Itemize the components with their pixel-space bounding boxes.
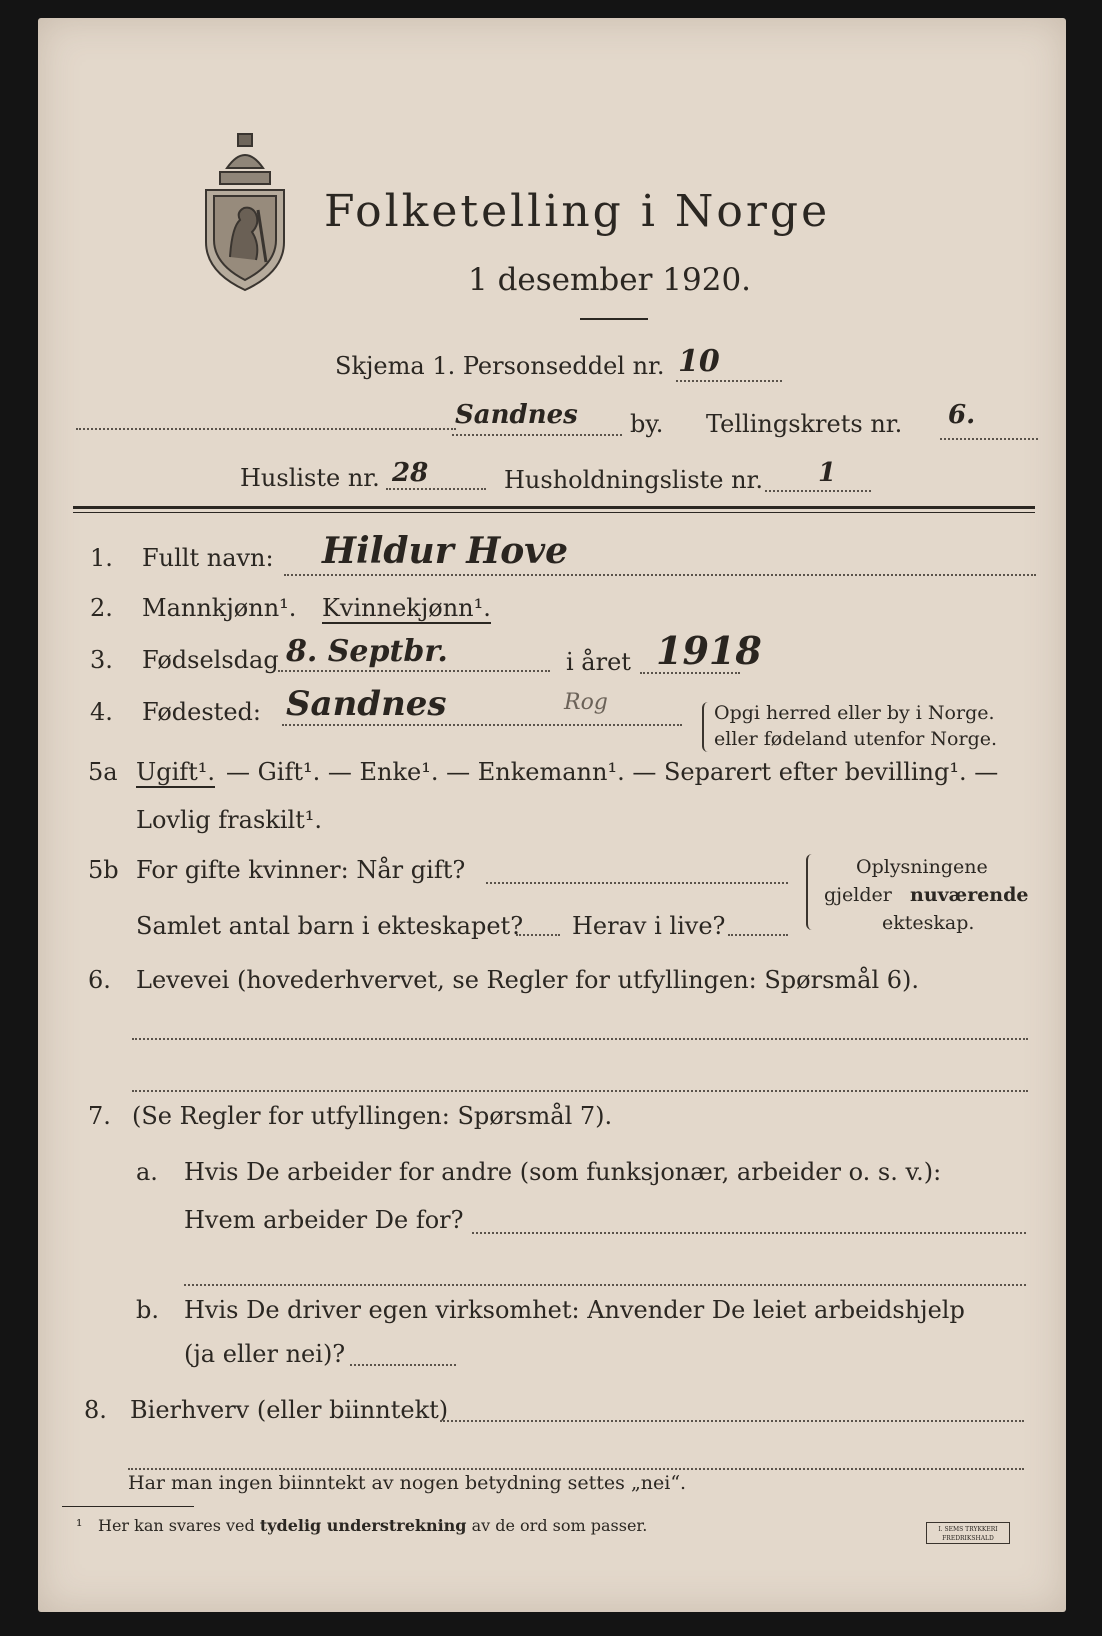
occupation-line-1 bbox=[132, 1038, 1028, 1040]
footnote-text-b: tydelig understrekning bbox=[259, 1516, 467, 1535]
q7-number: 7. bbox=[88, 1102, 111, 1130]
q2-number: 2. bbox=[90, 594, 113, 622]
husliste-label: Husliste nr. bbox=[240, 464, 380, 492]
printer-line-1: I. SEMS TRYKKERI bbox=[938, 1526, 998, 1533]
full-name-line bbox=[284, 574, 1036, 576]
title-divider bbox=[580, 318, 648, 320]
birthplace-extra: Rog bbox=[564, 690, 608, 715]
q6-number: 6. bbox=[88, 966, 111, 994]
children-count-label: Samlet antal barn i ekteskapet? bbox=[136, 912, 524, 940]
birth-year-line bbox=[640, 672, 740, 674]
marriage-note-3: ekteskap. bbox=[882, 912, 975, 934]
tellingskrets-label: Tellingskrets nr. bbox=[706, 410, 903, 438]
children-alive-label: Herav i live? bbox=[572, 912, 726, 940]
hired-help-label: (ja eller nei)? bbox=[184, 1340, 346, 1368]
birthplace-line bbox=[282, 724, 682, 726]
birthplace-note-2: eller fødeland utenfor Norge. bbox=[714, 728, 998, 750]
hired-help-line bbox=[350, 1364, 456, 1366]
q7b-letter: b. bbox=[136, 1296, 159, 1324]
married-when-label: For gifte kvinner: Når gift? bbox=[136, 856, 466, 884]
birthplace-note-1: Opgi herred eller by i Norge. bbox=[714, 702, 995, 724]
side-income-line-2 bbox=[128, 1468, 1024, 1470]
children-alive-line bbox=[728, 934, 788, 936]
city-line-left bbox=[76, 428, 456, 430]
q4-label: Fødested: bbox=[142, 698, 261, 726]
marital-fraskilt-option: Lovlig fraskilt¹. bbox=[136, 806, 323, 834]
footnote-text bbox=[98, 1516, 647, 1535]
census-date: 1 desember 1920. bbox=[468, 262, 752, 298]
form-title: Folketelling i Norge bbox=[324, 186, 831, 237]
marriage-note-1: Oplysningene bbox=[856, 856, 988, 878]
children-count-line bbox=[516, 934, 560, 936]
husliste-number: 28 bbox=[392, 458, 429, 488]
side-income-note: Har man ingen biinntekt av nogen betydning settes „nei“. bbox=[128, 1472, 687, 1494]
employer-line-2 bbox=[184, 1284, 1026, 1286]
q7-label: (Se Regler for utfyllingen: Spørsmål 7). bbox=[132, 1102, 613, 1130]
q4-number: 4. bbox=[90, 698, 113, 726]
marriage-note-2b: nuværende bbox=[910, 884, 1029, 906]
birth-year-value: 1918 bbox=[656, 628, 762, 673]
by-label: by. bbox=[630, 410, 664, 438]
q7a-letter: a. bbox=[136, 1158, 158, 1186]
footnote-mark: ¹ bbox=[76, 1516, 83, 1535]
birth-day-value: 8. Septbr. bbox=[286, 634, 448, 669]
q5a-number: 5a bbox=[88, 758, 118, 786]
q3-number: 3. bbox=[90, 646, 113, 674]
header-rule-thin bbox=[73, 512, 1035, 513]
marriage-note-brace bbox=[806, 854, 816, 930]
occupation-label: Levevei (hovederhvervet, se Regler for utfyllingen: Spørsmål 6). bbox=[136, 966, 920, 994]
tellingskrets-number: 6. bbox=[948, 400, 976, 430]
header-rule bbox=[73, 506, 1035, 509]
husholdningsliste-label: Husholdningsliste nr. bbox=[504, 466, 763, 494]
birth-day-line bbox=[278, 670, 550, 672]
marital-other-options: — Gift¹. — Enke¹. — Enkemann¹. — Separert efter bevilling¹. — bbox=[226, 758, 999, 786]
footnote-text-c: av de ord som passer. bbox=[466, 1516, 648, 1535]
q8-number: 8. bbox=[84, 1396, 107, 1424]
occupation-line-2 bbox=[132, 1090, 1028, 1092]
employer-label: Hvem arbeider De for? bbox=[184, 1206, 464, 1234]
q1-number: 1. bbox=[90, 544, 113, 572]
married-when-line bbox=[486, 882, 788, 884]
schema-label: Skjema 1. Personseddel nr. bbox=[335, 352, 665, 380]
gender-male-option: Mannkjønn¹. bbox=[142, 594, 297, 622]
city-name: Sandnes bbox=[455, 400, 578, 430]
full-name-value: Hildur Hove bbox=[322, 530, 569, 572]
husliste-line bbox=[386, 488, 486, 490]
personseddel-number: 10 bbox=[678, 344, 720, 379]
city-line bbox=[452, 434, 622, 436]
marital-ugift-option: Ugift¹. bbox=[136, 758, 216, 786]
printer-stamp bbox=[926, 1522, 1010, 1544]
birthplace-value: Sandnes bbox=[286, 684, 447, 724]
q7b-text: Hvis De driver egen virksomhet: Anvender De leiet arbeidshjelp bbox=[184, 1296, 965, 1324]
marriage-note-2a: gjelder bbox=[824, 884, 892, 906]
year-label: i året bbox=[566, 648, 631, 676]
husholdningsliste-line bbox=[765, 490, 871, 492]
q5b-number: 5b bbox=[88, 856, 119, 884]
side-income-label: Bierhverv (eller biinntekt) bbox=[130, 1396, 449, 1424]
coat-of-arms-emblem bbox=[200, 132, 290, 292]
side-income-line-1 bbox=[440, 1420, 1024, 1422]
q3-label: Fødselsdag bbox=[142, 646, 279, 674]
tellingskrets-line bbox=[940, 438, 1038, 440]
employer-line-1 bbox=[472, 1232, 1026, 1234]
birthplace-note-brace bbox=[702, 702, 712, 752]
q1-label: Fullt navn: bbox=[142, 544, 274, 572]
footnote-text-a: Her kan svares ved bbox=[98, 1516, 260, 1535]
husholdningsliste-number: 1 bbox=[818, 458, 837, 488]
q7a-text: Hvis De arbeider for andre (som funksjonær, arbeider o. s. v.): bbox=[184, 1158, 942, 1186]
gender-female-option: Kvinnekjønn¹. bbox=[322, 594, 491, 622]
printer-line-2: FREDRIKSHALD bbox=[942, 1535, 994, 1542]
footnote-rule bbox=[62, 1506, 194, 1507]
personseddel-line bbox=[676, 380, 782, 382]
